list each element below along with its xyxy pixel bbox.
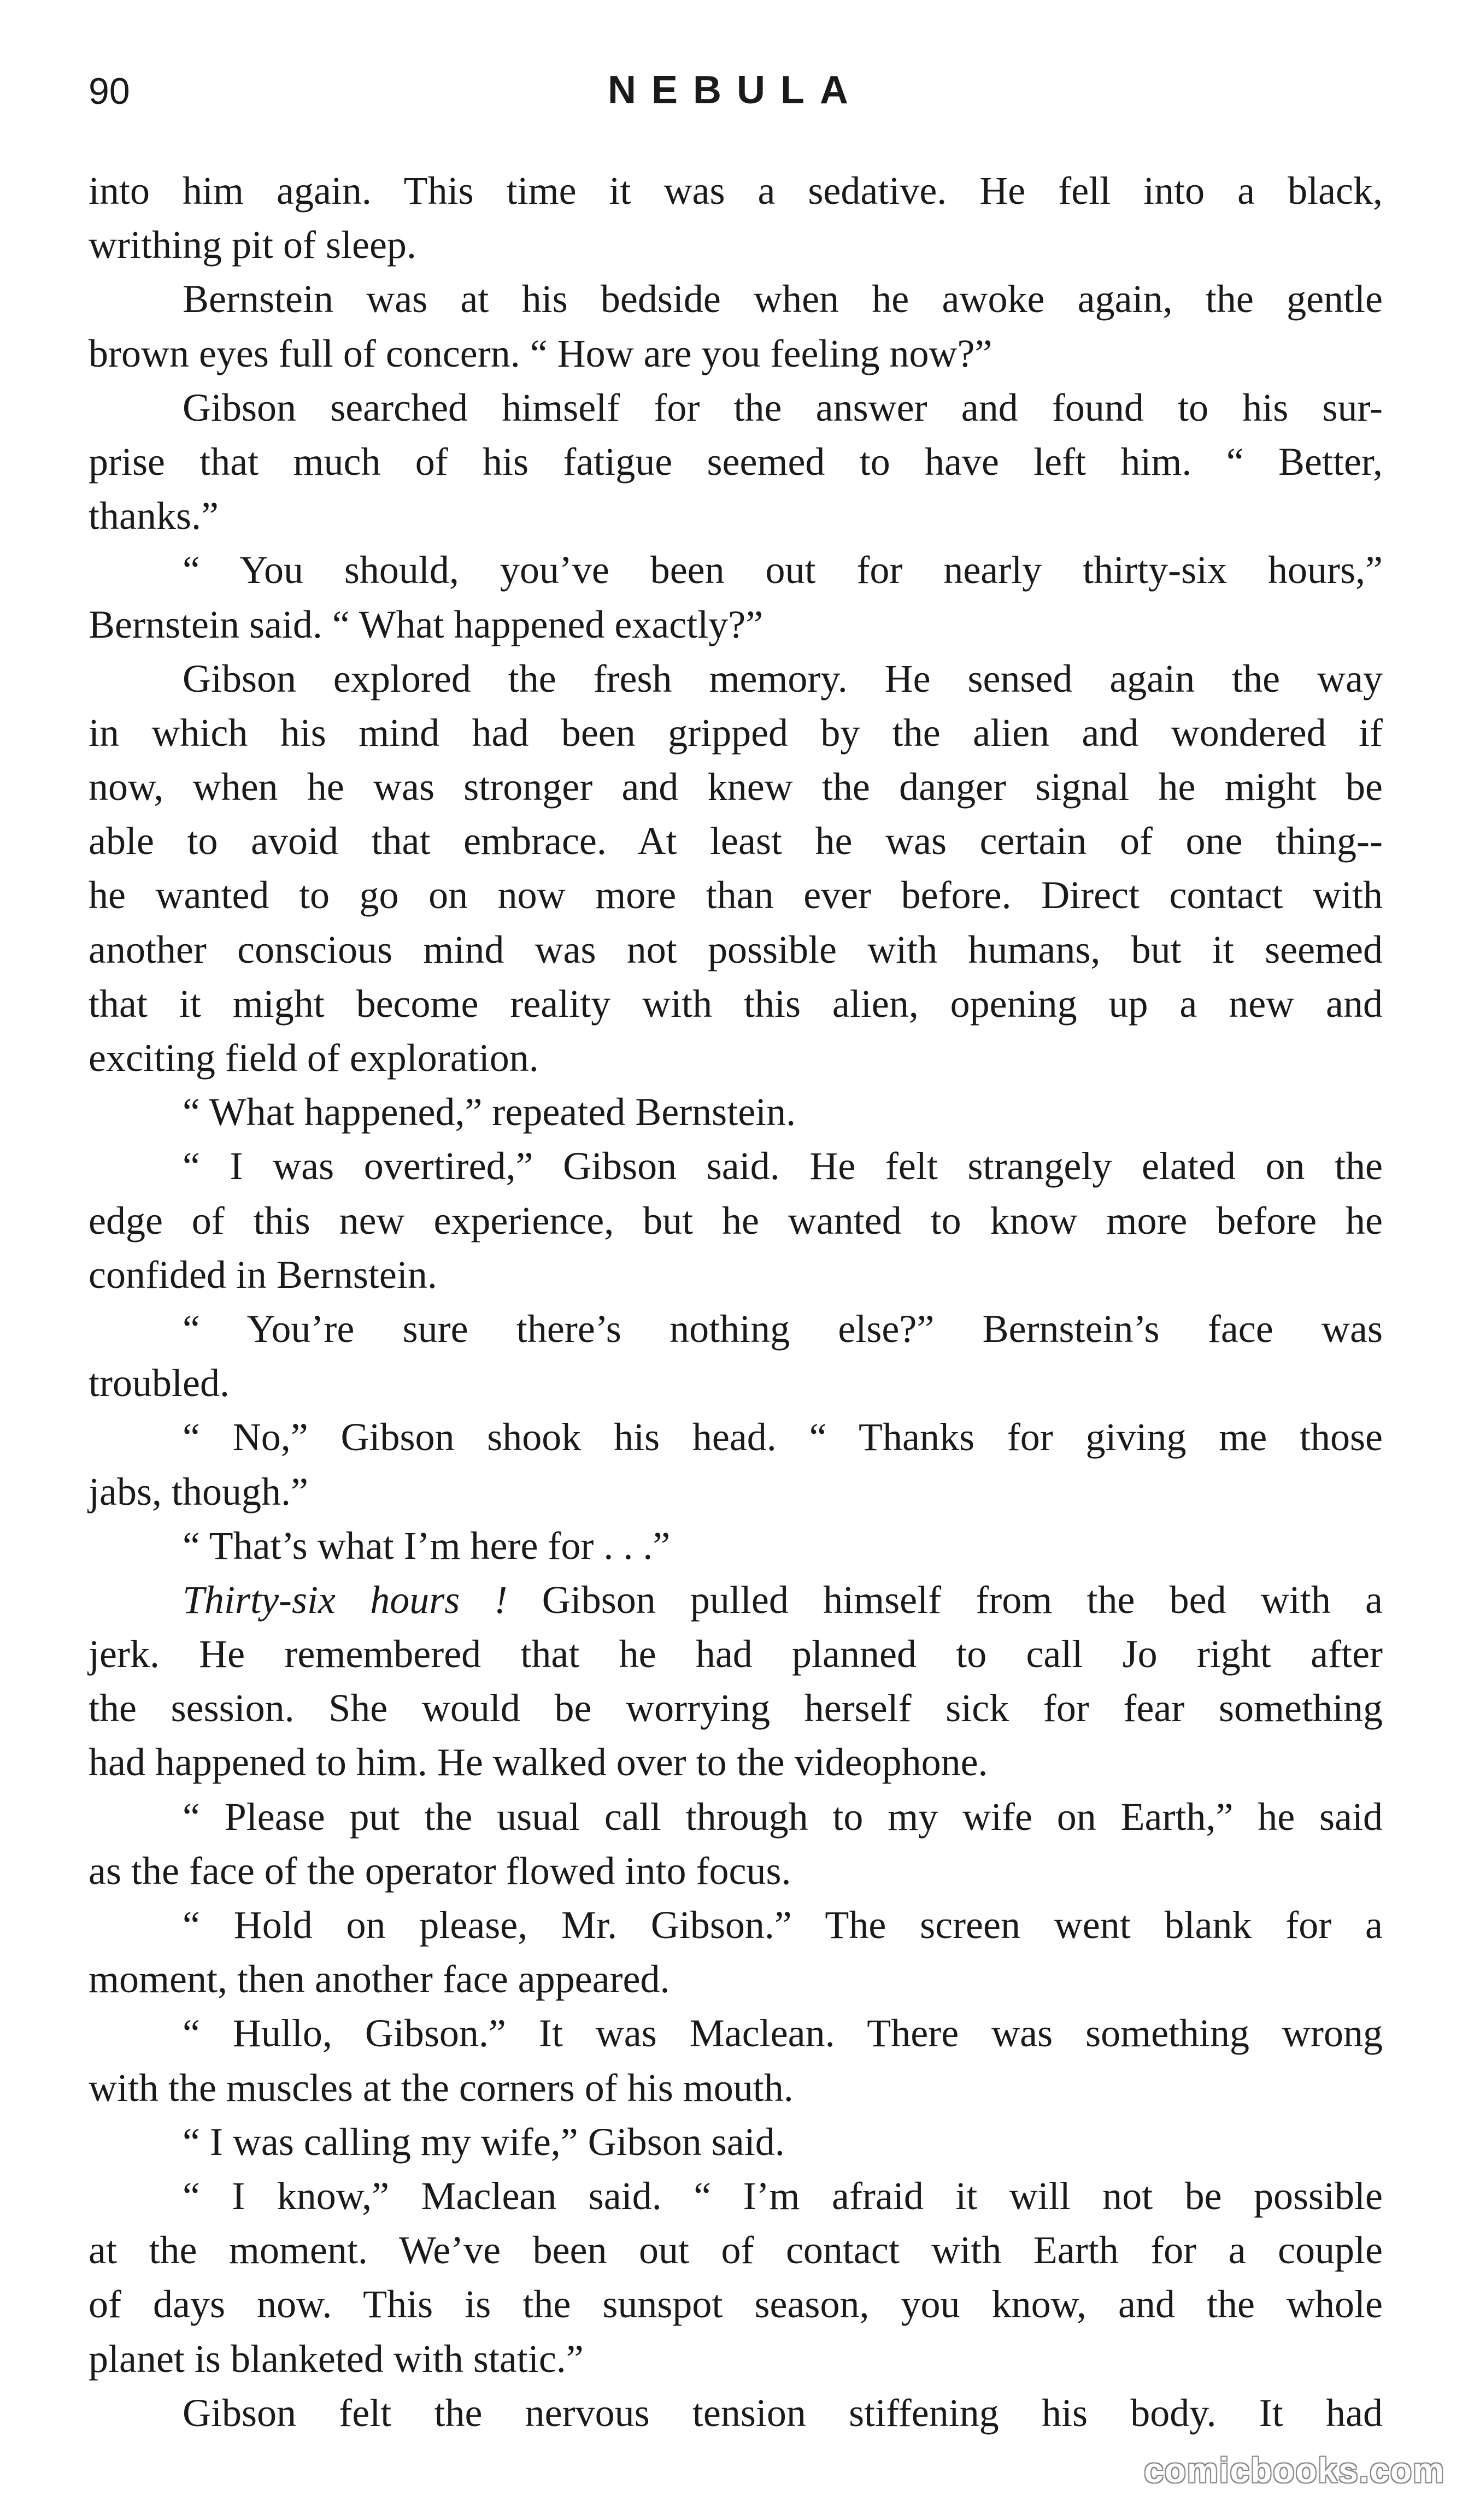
text-line: “ What happened,” repeated Bernstein. [183,1090,796,1134]
text-line: “ Hullo, Gibson.” It was Maclean. There was something wrong [183,2011,1383,2056]
text-line: at the moment. We’ve been out of contact with Earth for a couple [89,2228,1383,2272]
running-head [89,64,1383,125]
line-continuation: Gibson pulled himself from the bed with a [542,1577,1383,1622]
text-line: the session. She would be worrying herself sick for fear something [89,1686,1383,1730]
text-line: had happened to him. He walked over to the videophone. [89,1740,988,1785]
text-line: Bernstein was at his bedside when he awoke again, the gentle [183,277,1383,321]
text-line: thanks.” [89,494,219,538]
text-line: “ No,” Gibson shook his head. “ Thanks for giving me those [183,1415,1383,1459]
text-line: planet is blanketed with static.” [89,2336,584,2381]
text-line: jerk. He remembered that he had planned to call Jo right after [89,1632,1383,1676]
text-line: exciting field of exploration. [89,1036,539,1080]
text-line: “ I was calling my wife,” Gibson said. [183,2119,785,2164]
text-line: edge of this new experience, but he wanted to know more before he [89,1198,1383,1243]
text-line: writhing pit of sleep. [89,223,416,267]
text-line: confided in Bernstein. [89,1252,437,1297]
text-line: another conscious mind was not possible with humans, but it seemed [89,927,1383,972]
text-line: that it might become reality with this alien, opening up a new and [89,981,1383,1026]
text-line: “ Hold on please, Mr. Gibson.” The screen went blank for a [183,1903,1383,1947]
journal-title: NEBULA [608,68,864,112]
page-number: 90 [89,70,130,112]
text-line: Gibson searched himself for the answer and found to his sur- [183,385,1383,429]
text-line: Gibson felt the nervous tension stiffening his body. It had [183,2391,1383,2435]
text-line [89,1573,1383,1627]
text-line: “ You should, you’ve been out for nearly thirty-six hours,” [183,548,1383,592]
text-line: he wanted to go on now more than ever before. Direct contact with [89,873,1383,917]
text-line: with the muscles at the corners of his mouth. [89,2065,794,2110]
text-line: “ I was overtired,” Gibson said. He felt strangely elated on the [183,1144,1383,1188]
body-text [89,164,1383,2440]
text-line: Gibson explored the fresh memory. He sensed again the way [183,656,1383,700]
text-line: “ Please put the usual call through to my wife on Earth,” he said [183,1794,1383,1839]
text-line: Bernstein said. “ What happened exactly?” [89,602,764,646]
text-line: moment, then another face appeared. [89,1957,670,2001]
text-line: “ That’s what I’m here for . . .” [183,1523,671,1568]
italic-phrase: Thirty-six hours ! [183,1577,508,1622]
text-line: of days now. This is the sunspot season, you know, and the whole [89,2282,1383,2327]
text-line: “ You’re sure there’s nothing else?” Bernstein’s face was [183,1306,1383,1351]
text-line: “ I know,” Maclean said. “ I’m afraid it will not be possible [183,2174,1383,2218]
text-line: in which his mind had been gripped by the alien and wondered if [89,710,1383,755]
text-line: prise that much of his fatigue seemed to have left him. “ Better, [89,439,1383,484]
watermark-logo: comicbooks.com [1144,2451,1445,2490]
text-line: jabs, though.” [89,1469,308,1514]
text-line: able to avoid that embrace. At least he was certain of one thing-- [89,819,1383,863]
text-line: as the face of the operator flowed into focus. [89,1848,791,1893]
text-line: now, when he was stronger and knew the danger signal he might be [89,765,1383,809]
text-line: brown eyes full of concern. “ How are you feeling now?” [89,331,992,375]
text-line: troubled. [89,1361,230,1405]
text-line: into him again. This time it was a sedative. He fell into a black, [89,169,1383,213]
